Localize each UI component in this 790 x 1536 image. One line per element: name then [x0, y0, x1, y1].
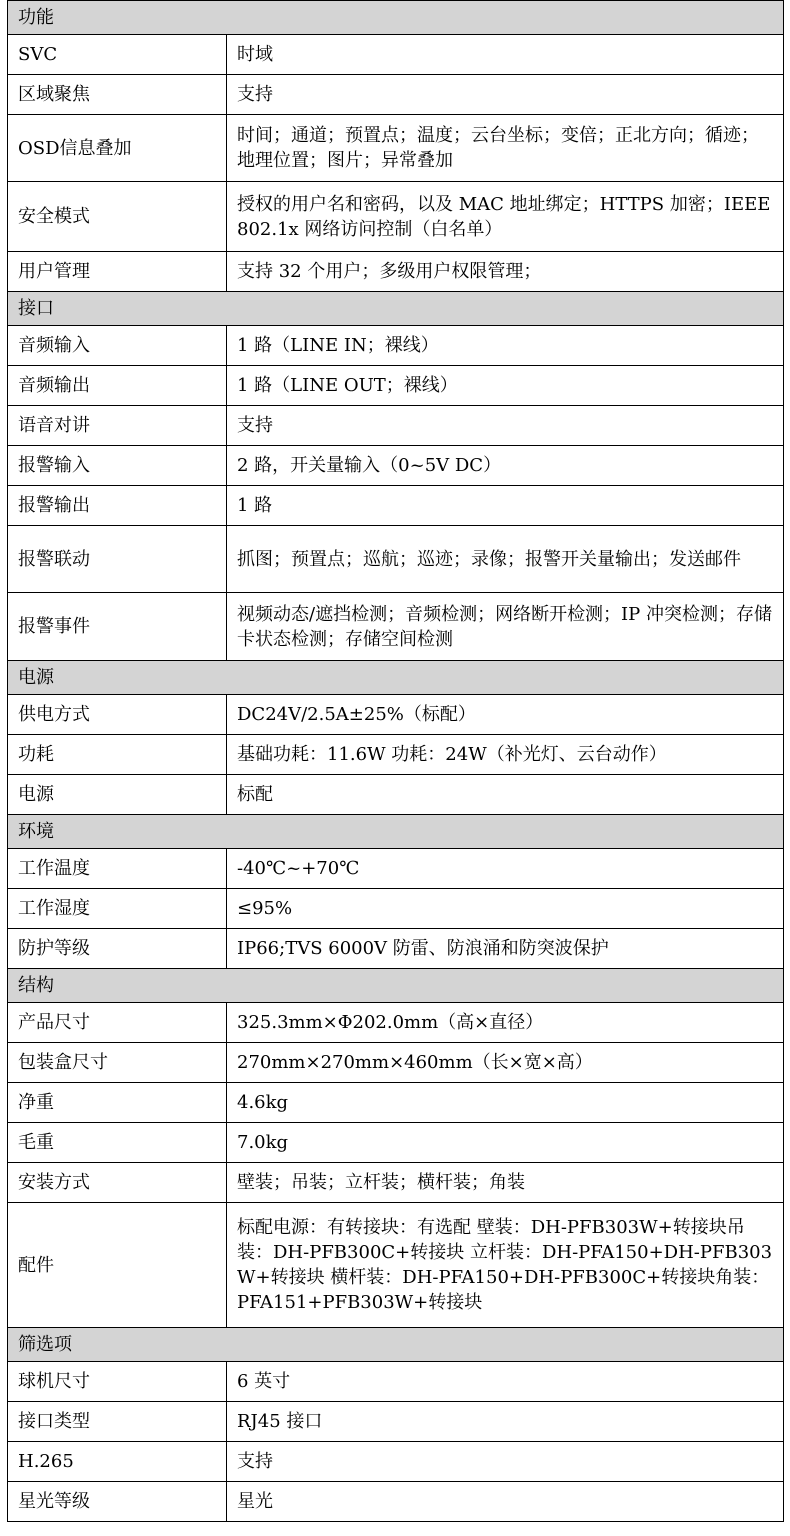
- row-value: 1 路（LINE OUT；裸线）: [227, 366, 784, 406]
- table-row: [8, 486, 784, 526]
- table-row: [8, 35, 784, 75]
- row-label: 球机尺寸: [8, 1362, 227, 1402]
- table-row: [8, 252, 784, 292]
- row-value: 标配电源：有转接块：有选配 壁装：DH-PFB303W+转接块吊装：DH-PFB300C+转接块 立杆装：DH-PFA150+DH-PFB303W+转接块 横杆装：DH-PFA150+DH-PFB300C+转接块角装：PFA151+PFB303W+转接块: [227, 1203, 784, 1328]
- spec-table: [7, 0, 784, 1522]
- row-label: 音频输出: [8, 366, 227, 406]
- row-value: 授权的用户名和密码，以及 MAC 地址绑定；HTTPS 加密；IEEE 802.1x 网络访问控制（白名单）: [227, 182, 784, 252]
- row-value: 时间；通道；预置点；温度；云台坐标；变倍；正北方向；循迹；地理位置；图片；异常叠加: [227, 115, 784, 182]
- row-label: 配件: [8, 1203, 227, 1328]
- row-label: 报警联动: [8, 526, 227, 593]
- row-value: RJ45 接口: [227, 1402, 784, 1442]
- row-label: 包装盒尺寸: [8, 1043, 227, 1083]
- row-value: 7.0kg: [227, 1123, 784, 1163]
- row-value: DC24V/2.5A±25%（标配）: [227, 695, 784, 735]
- row-label: 产品尺寸: [8, 1003, 227, 1043]
- row-value: IP66;TVS 6000V 防雷、防浪涌和防突波保护: [227, 929, 784, 969]
- row-label: 音频输入: [8, 326, 227, 366]
- section-header-structure: [8, 969, 784, 1003]
- table-row: [8, 1442, 784, 1482]
- row-value: 标配: [227, 775, 784, 815]
- row-label: 工作湿度: [8, 889, 227, 929]
- table-row: [8, 326, 784, 366]
- table-row: [8, 366, 784, 406]
- row-value: 325.3mm×Φ202.0mm（高×直径）: [227, 1003, 784, 1043]
- row-label: 报警输出: [8, 486, 227, 526]
- section-title: 筛选项: [8, 1328, 784, 1362]
- section-header-power: [8, 661, 784, 695]
- row-label: 星光等级: [8, 1482, 227, 1522]
- table-row: [8, 1482, 784, 1522]
- row-value: 支持: [227, 75, 784, 115]
- table-row: [8, 526, 784, 593]
- row-value: 星光: [227, 1482, 784, 1522]
- table-row: [8, 446, 784, 486]
- row-value: 支持: [227, 406, 784, 446]
- row-label: 语音对讲: [8, 406, 227, 446]
- table-row: [8, 929, 784, 969]
- section-title: 环境: [8, 815, 784, 849]
- row-value: ≤95%: [227, 889, 784, 929]
- table-row: [8, 115, 784, 182]
- row-value: 支持 32 个用户；多级用户权限管理；: [227, 252, 784, 292]
- row-value: 时域: [227, 35, 784, 75]
- table-row: [8, 1203, 784, 1328]
- row-label: 毛重: [8, 1123, 227, 1163]
- row-value: 2 路，开关量输入（0~5V DC）: [227, 446, 784, 486]
- row-label: H.265: [8, 1442, 227, 1482]
- table-row: [8, 1083, 784, 1123]
- row-value: 抓图；预置点；巡航；巡迹；录像；报警开关量输出；发送邮件: [227, 526, 784, 593]
- table-row: [8, 775, 784, 815]
- row-value: 270mm×270mm×460mm（长×宽×高）: [227, 1043, 784, 1083]
- row-value: 1 路（LINE IN；裸线）: [227, 326, 784, 366]
- section-header-filters: [8, 1328, 784, 1362]
- section-title: 结构: [8, 969, 784, 1003]
- row-label: 防护等级: [8, 929, 227, 969]
- row-label: 报警事件: [8, 593, 227, 661]
- table-row: [8, 406, 784, 446]
- table-row: [8, 1163, 784, 1203]
- table-row: [8, 593, 784, 661]
- table-row: [8, 889, 784, 929]
- row-label: 供电方式: [8, 695, 227, 735]
- row-label: 安全模式: [8, 182, 227, 252]
- row-value: 4.6kg: [227, 1083, 784, 1123]
- row-label: 电源: [8, 775, 227, 815]
- section-header-interface: [8, 292, 784, 326]
- table-row: [8, 1362, 784, 1402]
- table-row: [8, 695, 784, 735]
- table-row: [8, 1402, 784, 1442]
- row-value: 基础功耗：11.6W 功耗：24W（补光灯、云台动作）: [227, 735, 784, 775]
- section-header-function: [8, 1, 784, 35]
- row-label: SVC: [8, 35, 227, 75]
- row-value: -40℃~+70℃: [227, 849, 784, 889]
- section-title: 接口: [8, 292, 784, 326]
- table-row: [8, 1123, 784, 1163]
- row-value: 6 英寸: [227, 1362, 784, 1402]
- row-label: 净重: [8, 1083, 227, 1123]
- row-label: 功耗: [8, 735, 227, 775]
- table-row: [8, 182, 784, 252]
- row-label: 安装方式: [8, 1163, 227, 1203]
- row-label: 工作温度: [8, 849, 227, 889]
- row-value: 支持: [227, 1442, 784, 1482]
- table-row: [8, 75, 784, 115]
- row-value: 壁装；吊装；立杆装；横杆装；角装: [227, 1163, 784, 1203]
- row-label: 报警输入: [8, 446, 227, 486]
- table-row: [8, 1003, 784, 1043]
- section-title: 电源: [8, 661, 784, 695]
- row-label: 接口类型: [8, 1402, 227, 1442]
- row-value: 1 路: [227, 486, 784, 526]
- table-row: [8, 849, 784, 889]
- table-row: [8, 735, 784, 775]
- section-title: 功能: [8, 1, 784, 35]
- row-value: 视频动态/遮挡检测；音频检测；网络断开检测；IP 冲突检测；存储卡状态检测；存储空间检测: [227, 593, 784, 661]
- section-header-environment: [8, 815, 784, 849]
- row-label: 用户管理: [8, 252, 227, 292]
- row-label: 区域聚焦: [8, 75, 227, 115]
- row-label: OSD信息叠加: [8, 115, 227, 182]
- table-row: [8, 1043, 784, 1083]
